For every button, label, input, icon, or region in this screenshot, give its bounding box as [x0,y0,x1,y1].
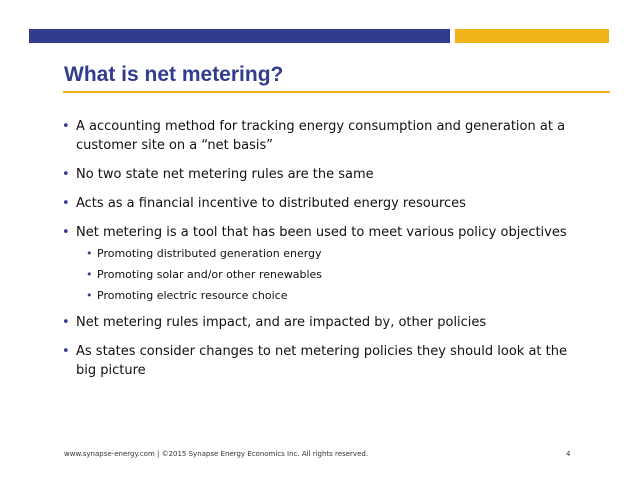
bullet-item: • Acts as a financial incentive to distributed energy resources [62,194,582,213]
bullet-list [62,117,582,390]
bullet-item: • As states consider changes to net metering policies they should look at the big picture [62,342,582,380]
bullet-item-label: Net metering is a tool that has been used to meet various policy objectives [76,225,567,240]
sub-bullet-item: • Promoting solar and/or other renewables [86,267,582,282]
title-underline [63,91,610,93]
sub-bullet-item: • Promoting electric resource choice [86,288,582,303]
bullet-item-with-subitems [62,223,582,303]
header-band-blue [29,29,450,43]
sub-bullet-item: • Promoting distributed generation energy [86,246,582,261]
bullet-item: • No two state net metering rules are the same [62,165,582,184]
bullet-item: • Net metering rules impact, and are impacted by, other policies [62,313,582,332]
bullet-item: • A accounting method for tracking energy consumption and generation at a customer site on a “net basis” [62,117,582,155]
page-number: 4 [566,450,571,458]
slide-title: What is net metering? [64,63,284,86]
footer-copyright: www.synapse-energy.com | ©2015 Synapse Energy Economics Inc. All rights reserved. [64,450,369,458]
header-band-gold [455,29,609,43]
sub-bullet-list [86,246,582,303]
